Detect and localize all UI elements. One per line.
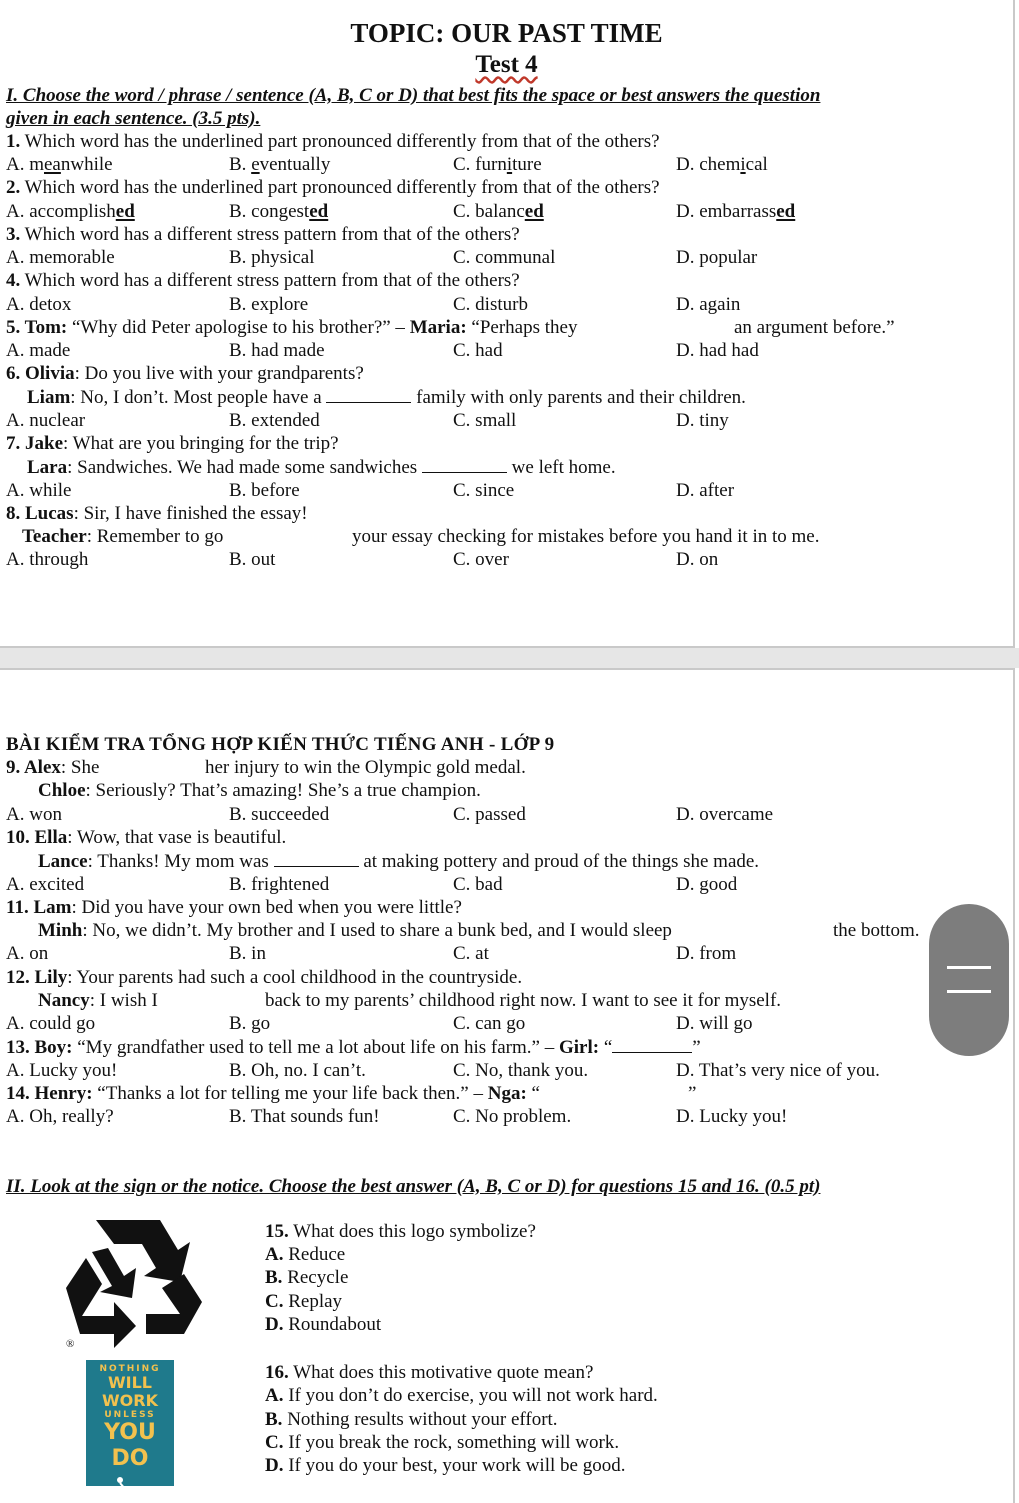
recycle-logo-icon [62,1216,202,1352]
question-10-line-2: Lance: Thanks! My mom was at making pottery and proud of the things she made. [38,851,760,872]
q11-option-b[interactable]: B. in [229,943,266,964]
question-8-line-2: Teacher: Remember to go [22,526,224,547]
q1-option-c[interactable]: C. furniture [453,154,542,175]
question-6-line-2: Liam: No, I don’t. Most people have a family with only parents and their children. [27,387,746,408]
q15-option-c[interactable]: C. Replay [265,1291,343,1312]
page-2 [0,668,1015,1503]
question-8: 8. Lucas: Sir, I have finished the essay! [6,503,308,524]
q2-option-a[interactable]: A. accomplished [6,201,135,222]
q15-option-d[interactable]: D. Roundabout [265,1314,382,1335]
q9-option-c[interactable]: C. passed [453,804,526,825]
q2-option-c[interactable]: C. balanced [453,201,544,222]
q3-option-a[interactable]: A. memorable [6,247,115,268]
poster-line-3: UNLESS [104,1410,156,1420]
q4-option-a[interactable]: A. detox [6,294,72,315]
question-11: 11. Lam: Did you have your own bed when you were little? [6,897,462,918]
q15-option-b[interactable]: B. Recycle [265,1267,349,1288]
registered-mark: ® [66,1338,75,1350]
q12-option-a[interactable]: A. could go [6,1013,96,1034]
section-2-instructions: II. Look at the sign or the notice. Choose the best answer (A, B, C or D) for questions 15 and 16. (0.5 pt) [6,1176,821,1197]
q5-option-c[interactable]: C. had [453,340,503,361]
page-1 [0,0,1015,648]
q16-option-d[interactable]: D. If you do your best, your work will be good. [265,1455,626,1476]
question-12-line-2-end: back to my parents’ childhood right now. I want to see it for myself. [265,990,782,1011]
q6-option-d[interactable]: D. tiny [676,410,729,431]
question-9: 9. Alex: She [6,757,100,778]
q12-option-d[interactable]: D. will go [676,1013,753,1034]
section-1-instructions-line-2: given in each sentence. (3.5 pts). [6,108,261,129]
poster-line-2: WILL WORK [102,1373,158,1410]
q6-option-c[interactable]: C. small [453,410,517,431]
q10-option-a[interactable]: A. excited [6,874,85,895]
menu-line-icon [947,966,991,969]
blank [274,850,359,867]
q8-option-d[interactable]: D. on [676,549,719,570]
person-pushing-rock-icon [100,1474,160,1486]
q16-option-a[interactable]: A. If you don’t do exercise, you will not work hard. [265,1385,658,1406]
q10-option-c[interactable]: C. bad [453,874,503,895]
q1-option-d[interactable]: D. chemical [676,154,768,175]
question-3: 3. Which word has a different stress pattern from that of the others? [6,224,520,245]
q9-option-d[interactable]: D. overcame [676,804,774,825]
poster-line-4: YOU DO [104,1420,156,1471]
q2-option-b[interactable]: B. congested [229,201,329,222]
q12-option-b[interactable]: B. go [229,1013,271,1034]
question-12-line-2: Nancy: I wish I [38,990,158,1011]
question-7-line-2: Lara: Sandwiches. We had made some sandwiches we left home. [27,457,616,478]
floating-menu-button[interactable] [929,904,1009,1056]
blank [326,386,411,403]
menu-line-icon [947,990,991,993]
poster-line-1: NOTHING [99,1364,161,1374]
blank [422,456,507,473]
q8-option-b[interactable]: B. out [229,549,276,570]
question-12: 12. Lily: Your parents had such a cool childhood in the countryside. [6,967,523,988]
q7-option-a[interactable]: A. while [6,480,72,501]
question-11-line-2-end: the bottom. [833,920,920,941]
q10-option-b[interactable]: B. frightened [229,874,330,895]
q14-option-a[interactable]: A. Oh, really? [6,1106,114,1127]
q2-option-d[interactable]: D. embarrassed [676,201,796,222]
question-8-line-2-end: your essay checking for mistakes before you hand it in to me. [352,526,820,547]
question-9-end: her injury to win the Olympic gold medal. [205,757,526,778]
q5-option-d[interactable]: D. had had [676,340,759,361]
q16-option-c[interactable]: C. If you break the rock, something will work. [265,1432,620,1453]
question-11-line-2: Minh: No, we didn’t. My brother and I used to share a bunk bed, and I would sleep [38,920,672,941]
q3-option-c[interactable]: C. communal [453,247,556,268]
q4-option-d[interactable]: D. again [676,294,741,315]
page-gap [0,648,1019,668]
question-9-line-2: Chloe: Seriously? That’s amazing! She’s a true champion. [38,780,481,801]
question-6: 6. Olivia: Do you live with your grandparents? [6,363,364,384]
question-13: 13. Boy: “My grandfather used to tell me a lot about life on his farm.” – Girl: “ ” [6,1037,701,1058]
q3-option-b[interactable]: B. physical [229,247,315,268]
q8-option-c[interactable]: C. over [453,549,509,570]
question-7: 7. Jake: What are you bringing for the trip? [6,433,339,454]
blank [612,1036,692,1053]
q7-option-c[interactable]: C. since [453,480,515,501]
q1-option-b[interactable]: B. eventually [229,154,331,175]
question-2: 2. Which word has the underlined part pronounced differently from that of the others? [6,177,660,198]
q11-option-d[interactable]: D. from [676,943,737,964]
q7-option-d[interactable]: D. after [676,480,735,501]
q14-option-b[interactable]: B. That sounds fun! [229,1106,380,1127]
question-14: 14. Henry: “Thanks a lot for telling me your life back then.” – Nga: “ [6,1083,540,1104]
q7-option-b[interactable]: B. before [229,480,300,501]
page-header: BÀI KIỂM TRA TỔNG HỢP KIẾN THỨC TIẾNG ANH - LỚP 9 [6,734,555,755]
q11-option-c[interactable]: C. at [453,943,489,964]
question-10: 10. Ella: Wow, that vase is beautiful. [6,827,287,848]
q12-option-c[interactable]: C. can go [453,1013,526,1034]
q4-option-c[interactable]: C. disturb [453,294,528,315]
q13-option-d[interactable]: D. That’s very nice of you. [676,1060,880,1081]
q11-option-a[interactable]: A. on [6,943,49,964]
q9-option-a[interactable]: A. won [6,804,62,825]
q13-option-a[interactable]: A. Lucky you! [6,1060,118,1081]
topic-title: TOPIC: OUR PAST TIME [350,18,663,48]
q3-option-d[interactable]: D. popular [676,247,758,268]
q8-option-a[interactable]: A. through [6,549,89,570]
section-1-instructions-line-1: I. Choose the word / phrase / sentence (A, B, C or D) that best fits the space or best answers the question [6,85,821,106]
q14-option-d[interactable]: D. Lucky you! [676,1106,788,1127]
q14-option-c[interactable]: C. No problem. [453,1106,572,1127]
question-16: 16. What does this motivative quote mean? [265,1362,594,1383]
question-15: 15. What does this logo symbolize? [265,1221,536,1242]
motivational-poster [86,1360,174,1486]
q5-option-b[interactable]: B. had made [229,340,325,361]
q13-option-b[interactable]: B. Oh, no. I can’t. [229,1060,366,1081]
q16-option-b[interactable]: B. Nothing results without your effort. [265,1409,558,1430]
q9-option-b[interactable]: B. succeeded [229,804,330,825]
q5-option-a[interactable]: A. made [6,340,71,361]
q6-option-a[interactable]: A. nuclear [6,410,86,431]
q10-option-d[interactable]: D. good [676,874,738,895]
question-14-end: ” [688,1083,697,1104]
question-5: 5. Tom: “Why did Peter apologise to his brother?” – Maria: “Perhaps they [6,317,578,338]
q13-option-c[interactable]: C. No, thank you. [453,1060,589,1081]
q6-option-b[interactable]: B. extended [229,410,320,431]
q15-option-a[interactable]: A. Reduce [265,1244,346,1265]
question-4: 4. Which word has a different stress pattern from that of the others? [6,270,520,291]
question-1: 1. Which word has the underlined part pronounced differently from that of the others? [6,131,660,152]
test-subtitle: Test 4 [475,51,538,78]
question-5-end: an argument before.” [734,317,895,338]
q1-option-a[interactable]: A. meanwhile [6,154,113,175]
q4-option-b[interactable]: B. explore [229,294,309,315]
